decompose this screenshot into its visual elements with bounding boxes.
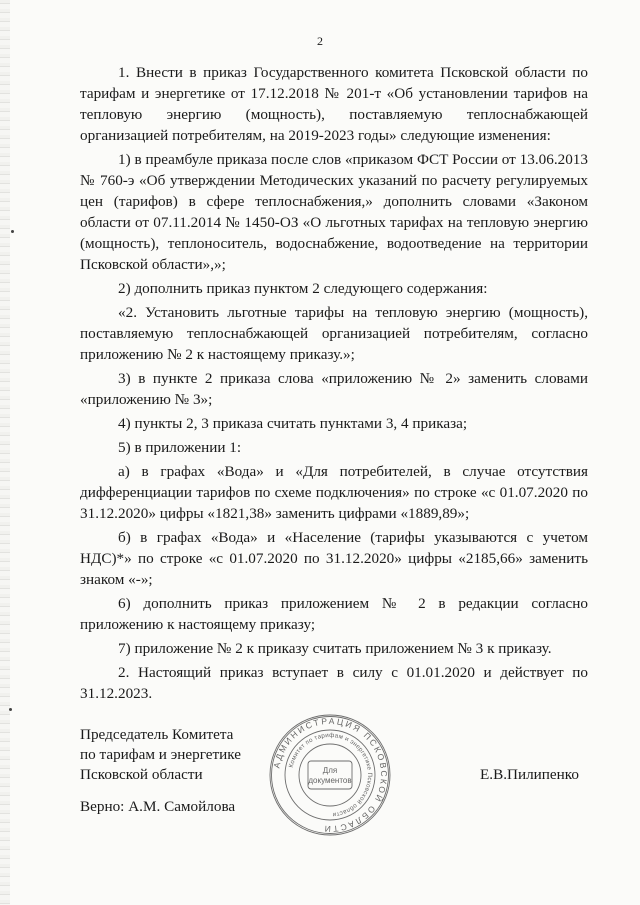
paragraph-subitem-3: 3) в пункте 2 приказа слова «приложению № 2» заменить словами «приложению № 3»; (80, 370, 588, 408)
paragraph-subitem-6: 6) дополнить приказ приложением № 2 в редакции согласно приложению к настоящему приказу; (80, 595, 588, 633)
seal-center-text: документов (308, 776, 352, 785)
paragraph-item-2: 2. Настоящий приказ вступает в силу с 01.01.2020 и действует по 31.12.2023. (80, 664, 588, 702)
paragraph-subitem-2: 2) дополнить приказ пунктом 2 следующего содержания: (118, 280, 488, 297)
document-body (80, 62, 588, 707)
signer-name: Е.В.Пилипенко (480, 766, 579, 783)
scanned-page-edge (0, 0, 10, 905)
paragraph-item-1: 1. Внести в приказ Государственного комитета Псковской области по тарифам и энергетике от 17.12.2018 № 201-т «Об установлении тарифов на тепловую энергию (мощность), поставляемую теплоснабжающей организацией потребителям, на 2019-2023 годы» следующие изменения: (80, 64, 588, 144)
seal-outer-text: АДМИНИСТРАЦИЯ ПСКОВСКОЙ ОБЛАСТИ (271, 715, 390, 835)
paragraph-quoted-item: «2. Установить льготные тарифы на тепловую энергию (мощность), поставляемую теплоснабжающей организацией потребителям, согласно приложению № 2 к настоящему приказу.»; (80, 304, 588, 363)
seal-center-text: Для (322, 766, 338, 775)
paragraph-subitem-4: 4) пункты 2, 3 приказа считать пунктами 3, 4 приказа; (118, 415, 468, 432)
signer-position-line: по тарифам и энергетике (80, 746, 241, 763)
paragraph-subitem-7: 7) приложение № 2 к приказу считать приложением № 3 к приказу. (118, 640, 552, 657)
signer-position-line: Псковской области (80, 766, 203, 783)
verified-by: Верно: А.М. Самойлова (80, 798, 236, 815)
scan-mark (9, 708, 12, 711)
page-number: 2 (317, 34, 323, 48)
paragraph-subitem-1: 1) в преамбуле приказа после слов «приказом ФСТ России от 13.06.2013 № 760-э «Об утверждении Методических указаний по расчету регулируемых цен (тарифов) в сфере теплоснабжения,» дополнить словами «Законом области от 07.11.2014 № 1450-ОЗ «О льготных тарифах на тепловую энергию (мощность), теплоноситель, водоснабжение, водоотведение на территории Псковской области»,»; (80, 151, 588, 273)
scan-mark (11, 230, 14, 233)
official-seal (268, 713, 392, 837)
signer-position-line: Председатель Комитета (80, 726, 234, 743)
seal-inner-text: Комитет по тарифам и энергетике Псковской области (287, 731, 374, 818)
paragraph-subitem-5a: а) в графах «Вода» и «Для потребителей, в случае отсутствия дифференциации тарифов по схеме подключения» по строке «с 01.07.2020 по 31.12.2020» цифры «1821,38» заменить цифрами «1889,89»; (80, 463, 588, 522)
paragraph-subitem-5: 5) в приложении 1: (118, 439, 242, 456)
paragraph-subitem-5b: б) в графах «Вода» и «Население (тарифы указываются с учетом НДС)*» по строке «с 01.07.2020 по 31.12.2020» цифры «2185,66» заменить знаком «-»; (80, 529, 588, 588)
